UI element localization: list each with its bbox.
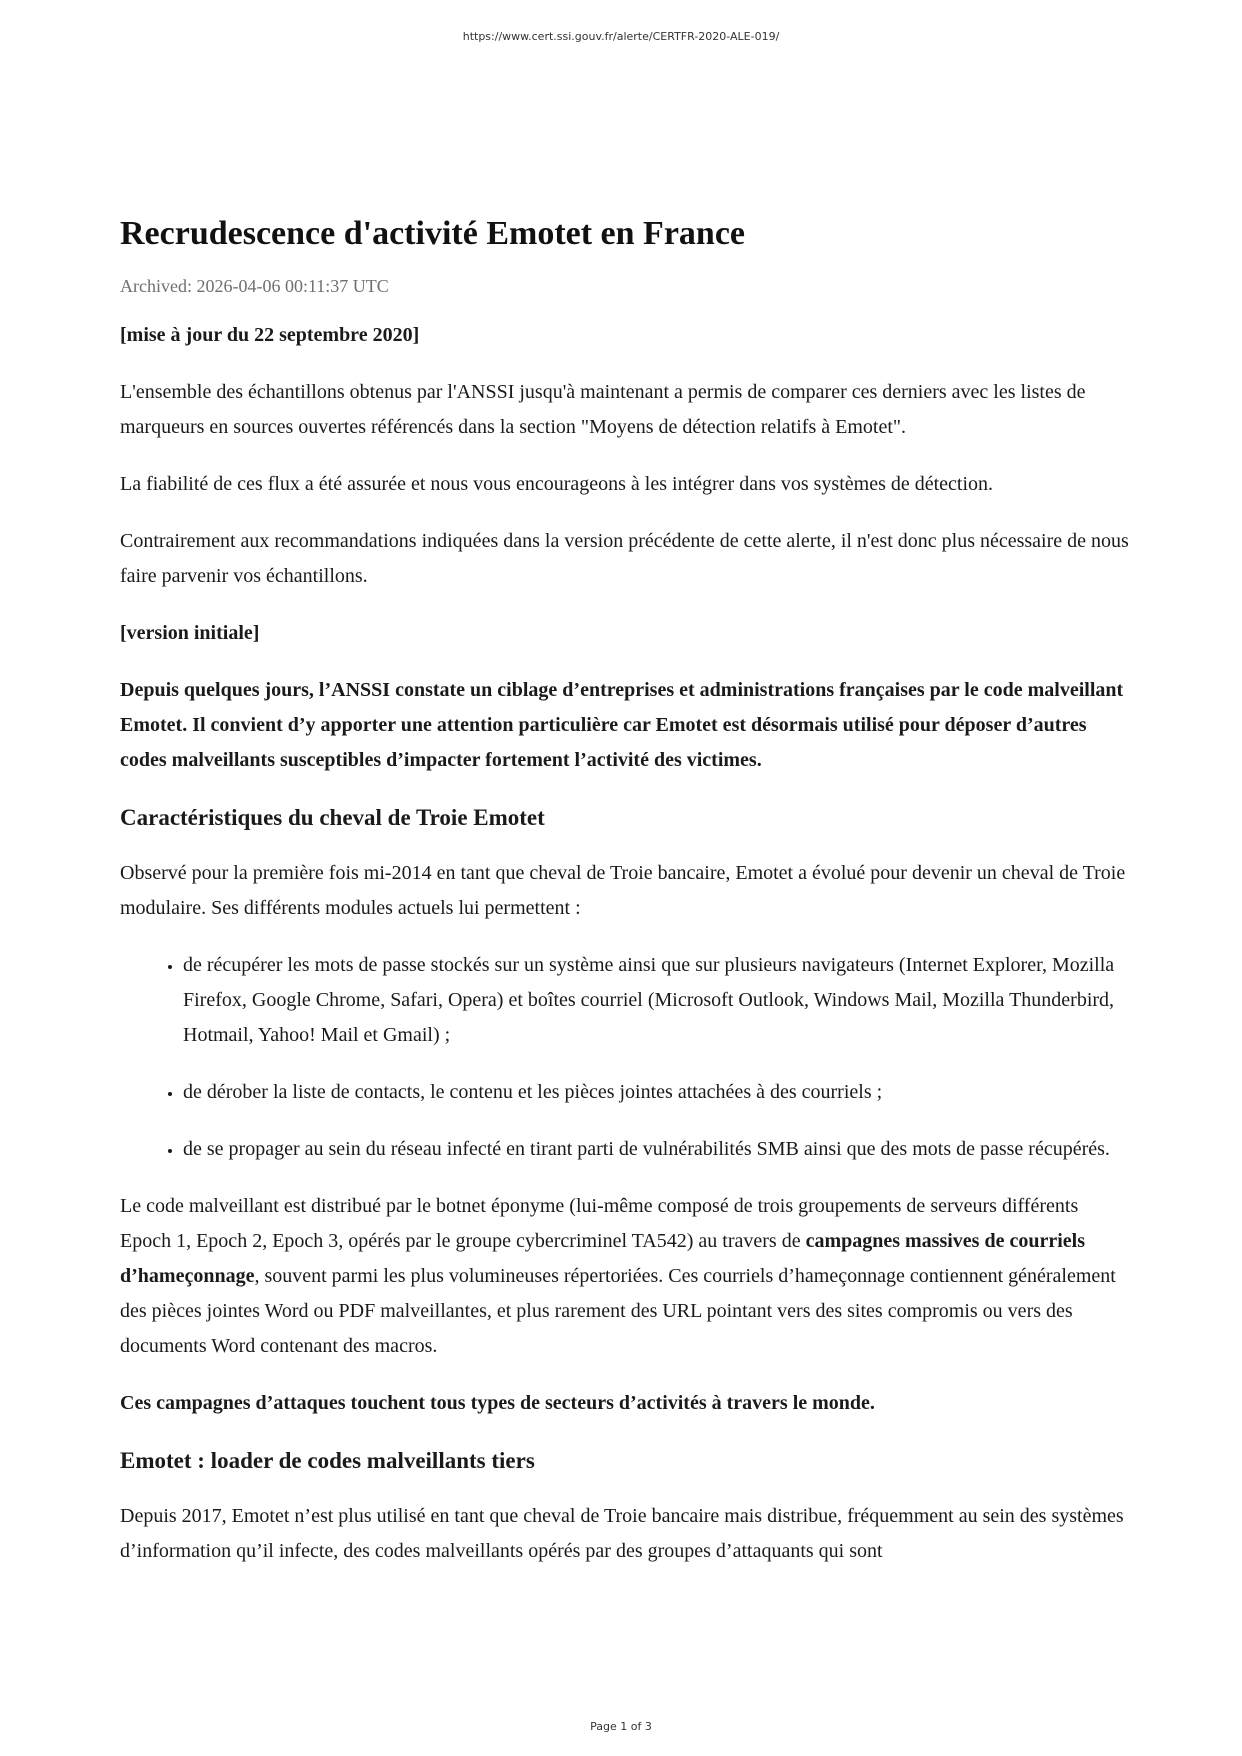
- characteristics-intro: Observé pour la première fois mi-2014 en tant que cheval de Troie bancaire, Emotet a évolué pour devenir un cheval de Troie modulaire. Ses différents modules actuels lui permettent :: [120, 862, 1126, 919]
- distribution-text-start: Le code malveillant est distribué par le botnet éponyme (lui-même composé de trois groupements de serveurs différents Epoch 1, Epoch 2, Epoch 3, opérés par le groupe cybercriminel TA542) au travers de: [120, 1195, 1079, 1252]
- section-heading-loader: Emotet : loader de codes malveillants tiers: [120, 1448, 535, 1473]
- update-paragraph: L'ensemble des échantillons obtenus par l'ANSSI jusqu'à maintenant a permis de comparer ces derniers avec les listes de marqueurs en sources ouvertes référencés dans la section "Moyens de détection relatifs à Emotet".: [120, 381, 1086, 438]
- intro-bold-paragraph: Depuis quelques jours, l’ANSSI constate un ciblage d’entreprises et administrations françaises par le code malveillant Emotet. Il convient d’y apporter une attention particulière car Emotet est désormais utilisé pour déposer d’autres codes malveillants susceptibles d’impacter fortement l’activité des victimes.: [120, 679, 1124, 771]
- initial-version-heading: [version initiale]: [120, 622, 260, 644]
- section-heading-characteristics: Caractéristiques du cheval de Troie Emotet: [120, 805, 545, 830]
- distribution-paragraph: [120, 1189, 1130, 1364]
- distribution-emphasis: campagnes massives de courriels d’hameçonnage: [120, 1230, 1085, 1287]
- article-title: Recrudescence d'activité Emotet en France: [120, 215, 745, 252]
- page-number: Page 1 of 3: [590, 1720, 652, 1733]
- modules-list: [120, 948, 1130, 1167]
- list-item: • de se propager au sein du réseau infecté en tirant parti de vulnérabilités SMB ainsi que des mots de passe récupérés.: [183, 1132, 1130, 1167]
- distribution-text-end: , souvent parmi les plus volumineuses répertoriées. Ces courriels d’hameçonnage contiennent généralement des pièces jointes Word ou PDF malveillantes, et plus rarement des URL pointant vers des sites compromis ou vers des documents Word contenant des macros.: [120, 1265, 1116, 1357]
- campaigns-statement: Ces campagnes d’attaques touchent tous types de secteurs d’activités à travers le monde.: [120, 1392, 875, 1414]
- archived-timestamp: Archived: 2026-04-06 00:11:37 UTC: [120, 276, 389, 296]
- list-item: • de récupérer les mots de passe stockés sur un système ainsi que sur plusieurs navigateurs (Internet Explorer, Mozilla Firefox, Google Chrome, Safari, Opera) et boîtes courriel (Microsoft Outlook, Windows Mail, Mozilla Thunderbird, Hotmail, Yahoo! Mail et Gmail) ;: [183, 948, 1130, 1053]
- update-heading: [mise à jour du 22 septembre 2020]: [120, 324, 420, 346]
- loader-paragraph: Depuis 2017, Emotet n’est plus utilisé en tant que cheval de Troie bancaire mais distribue, fréquemment au sein des systèmes d’information qu’il infecte, des codes malveillants opérés par des groupes d’attaquants qui sont: [120, 1505, 1124, 1562]
- update-paragraph: Contrairement aux recommandations indiquées dans la version précédente de cette alerte, il n'est donc plus nécessaire de nous faire parvenir vos échantillons.: [120, 530, 1129, 587]
- page-url-header: https://www.cert.ssi.gouv.fr/alerte/CERTFR-2020-ALE-019/: [462, 30, 780, 43]
- update-paragraph: La fiabilité de ces flux a été assurée et nous vous encourageons à les intégrer dans vos systèmes de détection.: [120, 473, 994, 495]
- article: [120, 210, 1130, 1591]
- list-item: • de dérober la liste de contacts, le contenu et les pièces jointes attachées à des courriels ;: [183, 1075, 1130, 1110]
